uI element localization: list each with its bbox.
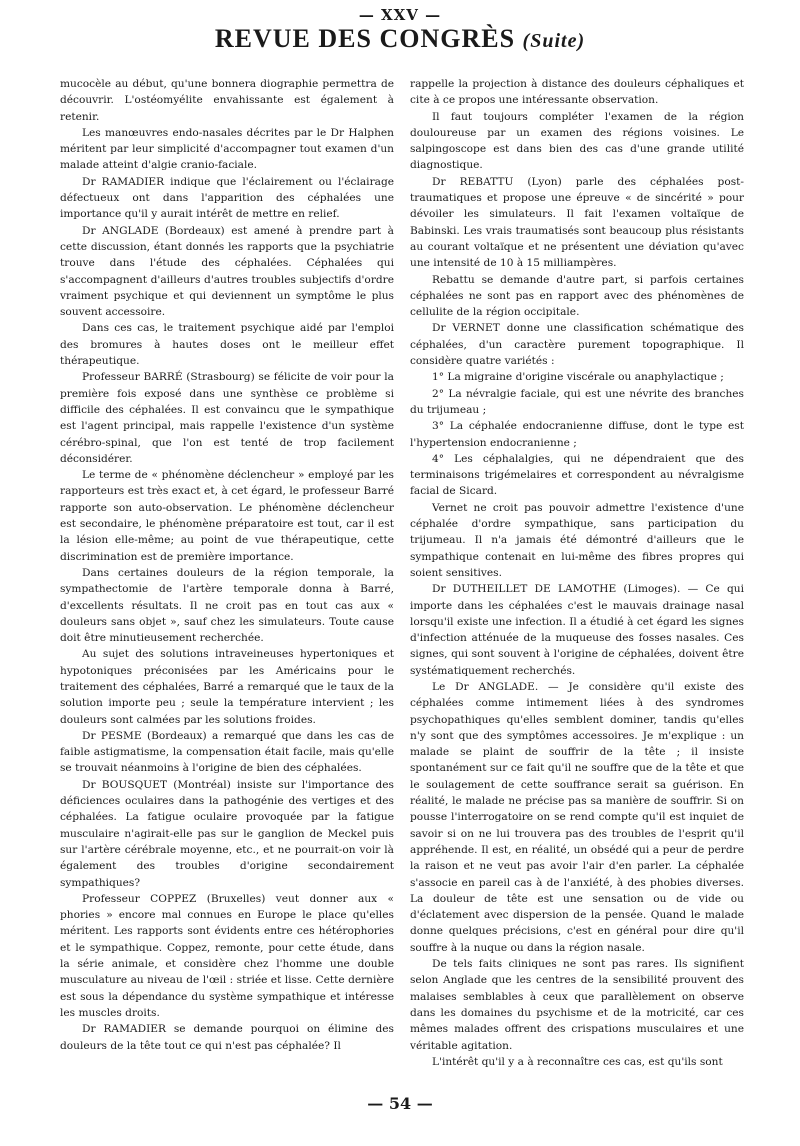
paragraph: Professeur COPPEZ (Bruxelles) veut donner aux « phories » encore mal connues en Europe le place qu'elles méritent. Les rapports sont évidents entre ces hétérophories et le sympathique. Coppez, remonte, pour cette étude, dans la série animale, et considère chez l'homme une double musculature au niveau de l'œil : striée et lisse. Cette dernière est sous la dépendance du système sympathique et intéresse les muscles droits. [60, 892, 394, 1019]
page-number-roman: — XXV — [358, 6, 442, 24]
paragraph: Dr DUTHEILLET DE LAMOTHE (Limoges). — Ce qui importe dans les céphalées c'est le mauvais drainage nasal lorsqu'il existe une infection. Il a étudié à cet égard les signes d'infection atténuée de la muqueuse des fosses nasales. Ces signes, qui sont souvent à l'origine de céphalées, doivent être systématiquement recherchés. [410, 583, 744, 677]
paragraph: rappelle la projection à distance des douleurs céphaliques et cite à ce propos une intéressante observation. [410, 78, 744, 107]
paragraph: De tels faits cliniques ne sont pas rares. Ils signifient selon Anglade que les centres de la sensibilité prouvent des malaises semblables à ceux que parallèlement on observe dans les domaines du psychisme et de la motricité, car ces mêmes malades offrent des crispations musculaires et une véritable agitation. [410, 958, 744, 1052]
article-body [60, 76, 744, 1091]
running-head [0, 24, 800, 54]
journal-section-title: REVUE DES CONGRÈS [214, 24, 516, 53]
paragraph: Dr REBATTU (Lyon) parle des céphalées post-traumatiques et propose une épreuve « de sincérité » pour dévoiler les simulateurs. Il fait l'examen voltaïque de Babinski. Les vrais traumatisés sont beaucoup plus résistants au courant voltaïque et ne présentent une déviation qu'avec une intensité de 10 à 15 milliampères. [410, 175, 744, 270]
paragraph: Dans ces cas, le traitement psychique aidé par l'emploi des bromures à hautes doses ont le meilleur effet thérapeutique. [60, 322, 394, 368]
paragraph: Le Dr ANGLADE. — Je considère qu'il existe des céphalées comme intimement liées à des syndromes psychopathiques qu'elles semblent dominer, tandis qu'elles n'y sont que des symptômes accessoires. Je m'explique : un malade se plaint de souffrir de la tête ; il insiste spontanément sur ce fait qu'il ne souffre que de la tête et que le soulagement de cette souffrance serait sa guérison. En réalité, le malade ne précise pas sa manière de souffrir. Si on pousse l'interrogatoire on se rend compte qu'il est inquiet de savoir si on ne lui trouvera pas des troubles de l'esprit qu'il appréhende. Il est, en réalité, un obsédé qui a peur de perdre la raison et ne veut pas avoir l'air d'en parler. La céphalée s'associe en pareil cas à de l'anxiété, à des phobies diverses. La douleur de tête est une sensation ou de vide ou d'éclatement avec dispersion de la pensée. Quand le malade donne quelques précisions, c'est en général pour dire qu'il souffre à la nuque ou dans la région nasale. [410, 680, 744, 954]
paragraph: Il faut toujours compléter l'examen de la région douloureuse par un examen des régions voisines. Le salpingoscope est dans bien des cas d'une grande utilité diagnostique. [410, 110, 744, 172]
paragraph: Le terme de « phénomène déclencheur » employé par les rapporteurs est très exact et, à cet égard, le professeur Barré rapporte son auto-observation. Le phénomène déclencheur est secondaire, le phénomène préparatoire est tout, car il est la lésion elle-même; au point de vue thérapeutique, cette discrimination est de première importance. [60, 469, 394, 563]
paragraph: Dans certaines douleurs de la région temporale, la sympathectomie de l'artère temporale donna à Barré, d'excellents résultats. Il ne croit pas en tout cas aux « douleurs sans objet », sauf chez les simulateurs. Toute cause doit être minutieusement recherchée. [60, 566, 394, 645]
list-item: 1° La migraine d'origine viscérale ou anaphylactique ; [432, 371, 724, 384]
list-item: 2° La névralgie faciale, qui est une névrite des branches du trijumeau ; [410, 387, 744, 416]
paragraph: mucocèle au début, qu'une bonnera diographie permettra de découvrir. L'ostéomyélite envahissante est également à retenir. [60, 78, 394, 123]
paragraph: Dr ANGLADE (Bordeaux) est amené à prendre part à cette discussion, étant donnés les rapports que la psychiatrie trouve dans l'étude des céphalées. Céphalées qui s'accompagnent d'ailleurs d'autres troubles subjectifs d'ordre vraiment psychique et qui deviennent un symptôme le plus souvent accessoire. [60, 224, 394, 319]
paragraph: Vernet ne croit pas pouvoir admettre l'existence d'une céphalée d'ordre sympathique, sans participation du trijumeau. Il n'a jamais été démontré d'ailleurs que le sympathique contenait en lui-même des fibres propres qui soient sensitives. [410, 501, 744, 579]
paragraph: Les manœuvres endo-nasales décrites par le Dr Halphen méritent par leur simplicité d'accompagner tout examen d'un malade atteint d'algie cranio-faciale. [60, 126, 394, 172]
suite-label: (Suite) [522, 30, 586, 52]
paragraph: Dr VERNET donne une classification schématique des céphalées, d'un caractère purement topographique. Il considère quatre variétés : [410, 322, 744, 368]
paragraph: Au sujet des solutions intraveineuses hypertoniques et hypotoniques préconisées par les Américains pour le traitement des céphalées, Barré a remarqué que le taux de la solution importe peu ; seule la température intervient ; les douleurs sont calmées par les solutions froides. [60, 648, 394, 726]
right-column [410, 76, 744, 1091]
paragraph: Dr RAMADIER se demande pourquoi on élimine des douleurs de la tête tout ce qui n'est pas céphalée? Il [60, 1023, 394, 1052]
paragraph: Dr RAMADIER indique que l'éclairement ou l'éclairage défectueux ont dans l'apparition des céphalées une importance qu'il y aurait intérêt de mettre en relief. [60, 175, 394, 221]
paragraph: Dr BOUSQUET (Montréal) insiste sur l'importance des déficiences oculaires dans la pathogénie des vertiges et des céphalées. La fatigue oculaire provoquée par la fatigue musculaire n'agirait-elle pas sur le ganglion de Meckel puis sur l'artère cérébrale moyenne, etc., et ne pourrait-on voir là également des troubles d'origine secondairement sympathiques? [60, 778, 394, 889]
page-number: — 54 — [367, 1094, 433, 1113]
paragraph: Professeur BARRÉ (Strasbourg) se félicite de voir pour la première fois exposé dans une synthèse ce problème si difficile des céphalées. Il est convaincu que le sympathique est l'agent principal, mais rappelle l'existence d'un système cérébro-spinal, que l'on est tenté de trop facilement déconsidérer. [60, 371, 394, 465]
paragraph: L'intérêt qu'il y a à reconnaître ces cas, est qu'ils sont [432, 1055, 723, 1068]
paragraph: Dr PESME (Bordeaux) a remarqué que dans les cas de faible astigmatisme, la compensation était facile, mais qu'elle se trouvait néanmoins à l'origine de bien des céphalées. [60, 729, 394, 775]
list-item: 4° Les céphalalgies, qui ne dépendraient que des terminaisons trigémelaires et correspondent au névralgisme facial de Sicard. [410, 452, 744, 498]
list-item: 3° La céphalée endocranienne diffuse, dont le type est l'hypertension endocranienne ; [410, 420, 744, 449]
left-column [60, 76, 394, 1091]
paragraph: Rebattu se demande d'autre part, si parfois certaines céphalées ne sont pas en rapport avec des phénomènes de cellulite de la région occipitale. [410, 273, 744, 319]
